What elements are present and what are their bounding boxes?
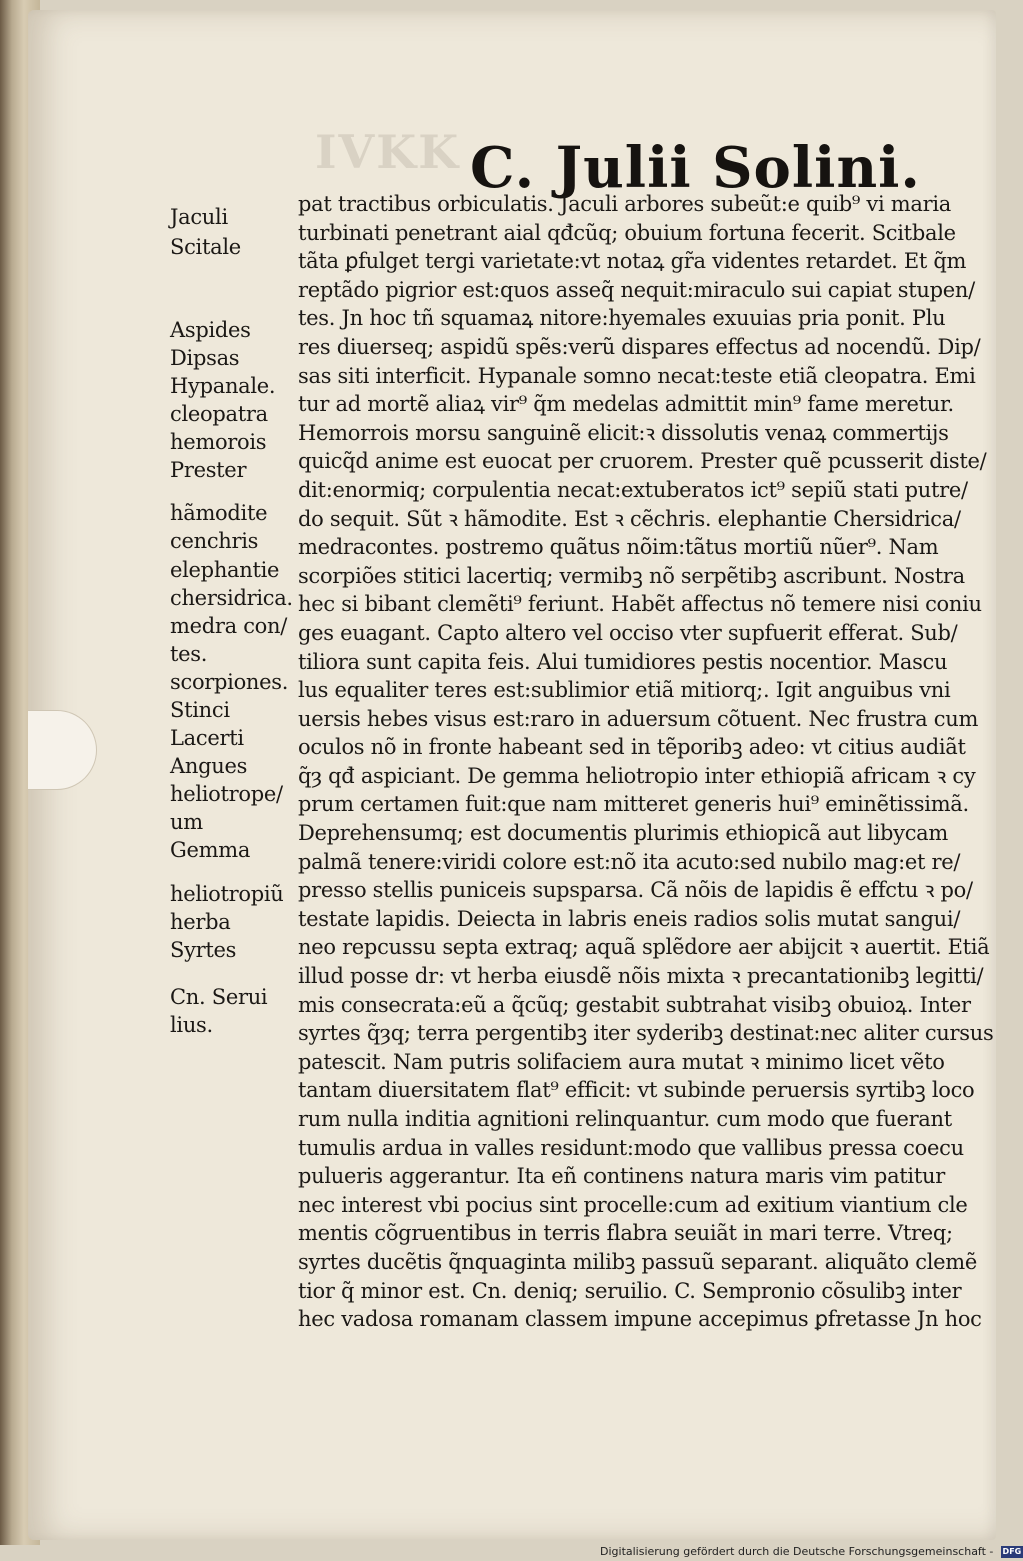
margin-note: herba (170, 910, 231, 934)
margin-note: Aspides (170, 318, 251, 342)
margin-note: scorpiones. (170, 670, 289, 694)
text-line: dit:enormiq; corpulentia necat:extuberatos ict⁹ sepiũ stati putre/ (298, 477, 968, 502)
text-line: tumulis ardua in valles residunt:modo que vallibus pressa coecu (298, 1135, 964, 1160)
text-line: pat tractibus orbiculatis. Jaculi arbores subeũt:e quib⁹ vi maria (298, 192, 951, 216)
margin-note: cleopatra (170, 402, 268, 426)
text-line: syrtes q̃ȝq; terra pergentibꝫ iter syderibꝫ destinat:nec aliter cursus (298, 1021, 994, 1046)
margin-note: Cn. Serui (170, 985, 268, 1009)
text-line: tior q̃ minor est. Cn. deniq; seruilio. C. Sempronio cõsulibꝫ inter (298, 1278, 962, 1303)
text-line: hec vadosa romanam classem impune accepimus ꝑfretasse Jn hoc (298, 1307, 982, 1332)
margin-note: Scitale (170, 235, 241, 259)
text-line: reptãdo pigrior est:quos asseq̃ nequit:miraculo sui capiat stupen/ (298, 277, 975, 302)
margin-note: medra con/ (170, 614, 288, 638)
text-line: palmã tenere:viridi colore est:nõ ita acuto:sed nubilo mag:et re/ (298, 849, 961, 874)
text-line: mis consecrata:eũ a q̃cũq; gestabit subtrahat visibꝫ obuioꝝ. Inter (298, 992, 971, 1017)
text-line: tantam diuersitatem flat⁹ efficit: vt subinde peruersis syrtibꝫ loco (298, 1078, 975, 1103)
text-line: medracontes. postremo quãtus nõim:tãtus mortiũ nũer⁹. Nam (298, 535, 939, 560)
text-line: hec si bibant clemẽti⁹ feriunt. Habẽt affectus nõ temere nisi coniu (298, 592, 982, 617)
text-line: patescit. Nam putris solifaciem aura mutat ꝛ minimo licet vẽto (298, 1049, 945, 1074)
margin-note: tes. (170, 642, 208, 666)
margin-note: chersidrica. (170, 586, 293, 610)
text-line: nec interest vbi pocius sint procelle:cum ad exitium viantium cle (298, 1192, 968, 1217)
margin-note: lius. (170, 1013, 213, 1037)
dfg-logo-icon: DFG (1002, 1547, 1022, 1556)
text-line: turbinati penetrant aial qđcũq; obuium fortuna fecerit. Scitbale (298, 220, 956, 245)
text-line: Deprehensumq; est documentis plurimis ethiopicã aut libycam (298, 821, 949, 846)
footer (600, 1543, 1022, 1561)
text-line: quicq̃d anime est euocat per cruorem. Prester quẽ pcusserit diste/ (298, 449, 987, 474)
text-line: Hemorrois morsu sanguinẽ elicit:ꝛ dissolutis venaꝝ commertijs (298, 420, 949, 445)
text-line: oculos nõ in fronte habeant sed in tẽporibꝫ adeo: vt citius audiãt (298, 735, 966, 760)
text-line: tes. Jn hoc tñ squamaꝝ nitore:hyemales exuuias pria ponit. Plu (298, 306, 946, 331)
text-line: sas siti interficit. Hypanale somno necat:teste etiã cleopatra. Emi (298, 363, 976, 388)
page-title: C. Julii Solini. (470, 135, 921, 201)
show-through-title: IVKK (315, 125, 461, 179)
margin-note: heliotrope/ (170, 782, 283, 806)
text-line: testate lapidis. Deiecta in labris eneis radios solis mutat sangui/ (298, 906, 961, 931)
text-line: mentis cõgruentibus in terris flabra seuiãt in mari terre. Vtreq; (298, 1221, 953, 1246)
text-line: pulueris aggerantur. Ita eñ continens natura maris vim patitur (298, 1164, 945, 1189)
text-line: ges euagant. Capto altero vel occiso vter supfuerit efferat. Sub/ (298, 620, 958, 645)
main-text (298, 190, 994, 1334)
text-line: res diuerseq; aspidũ spẽs:verũ dispares effectus ad nocendũ. Dip/ (298, 334, 981, 359)
text-line: presso stellis puniceis supsparsa. Cã nõis de lapidis ẽ effctu ꝛ po/ (298, 878, 973, 903)
margin-note: Prester (170, 458, 247, 482)
page-tab (28, 710, 97, 790)
margin-note: elephantie (170, 558, 280, 582)
margin-note: Dipsas (170, 346, 240, 370)
text-line: tiliora sunt capita feis. Alui tumidiores pestis nocentior. Mascu (298, 649, 948, 674)
text-line: scorpiões stitici lacertiq; vermibꝫ nõ serpẽtibꝫ ascribunt. Nostra (298, 563, 965, 588)
margin-note: Gemma (170, 838, 251, 862)
margin-note: cenchris (170, 529, 259, 553)
text-line: neo repcussu septa extraq; aquã splẽdore aer abijcit ꝛ auertit. Etiã (298, 935, 990, 960)
text-line: syrtes ducẽtis q̃nquaginta milibꝫ passuũ separant. aliquãto clemẽ (298, 1249, 977, 1274)
text-line: tãta ꝑfulget tergi varietate:vt notaꝝ gr̃a videntes retardet. Et q̃m (298, 249, 967, 274)
text-line: prum certamen fuit:que nam mitteret generis hui⁹ eminẽtissimã. (298, 792, 969, 817)
margin-note: Lacerti (170, 726, 244, 750)
text-line: q̃ȝ qđ aspiciant. De gemma heliotropio inter ethiopiã africam ꝛ cy (298, 763, 976, 788)
text-line: do sequit. Sũt ꝛ hãmodite. Est ꝛ cẽchris. elephantie Chersidrica/ (298, 506, 961, 531)
text-line: lus equaliter teres est:sublimior etiã mitiorq;. Igit anguibus vni (298, 678, 951, 703)
text-line: illud posse dr: vt herba eiusdẽ nõis mixta ꝛ precantationibꝫ legitti/ (298, 964, 984, 989)
margin-note: um (170, 810, 203, 834)
footer-text: Digitalisierung gefördert durch die Deutsche Forschungsgemeinschaft - (600, 1545, 994, 1558)
text-line: uersis hebes visus est:raro in aduersum cõtuent. Nec frustra cum (298, 706, 979, 731)
margin-note: Jaculi (170, 205, 228, 229)
margin-note: hemorois (170, 430, 267, 454)
text-line: tur ad mortẽ aliaꝝ vir⁹ q̃m medelas admittit min⁹ fame meretur. (298, 392, 954, 417)
margin-note: Angues (170, 754, 248, 778)
margin-note: Stinci (170, 698, 230, 722)
margin-note: Hypanale. (170, 374, 276, 398)
margin-note: heliotropiũ (170, 882, 284, 906)
margin-note: hãmodite (170, 501, 268, 525)
text-line: rum nulla inditia agnitioni relinquantur. cum modo que fuerant (298, 1107, 952, 1131)
margin-note: Syrtes (170, 938, 237, 962)
